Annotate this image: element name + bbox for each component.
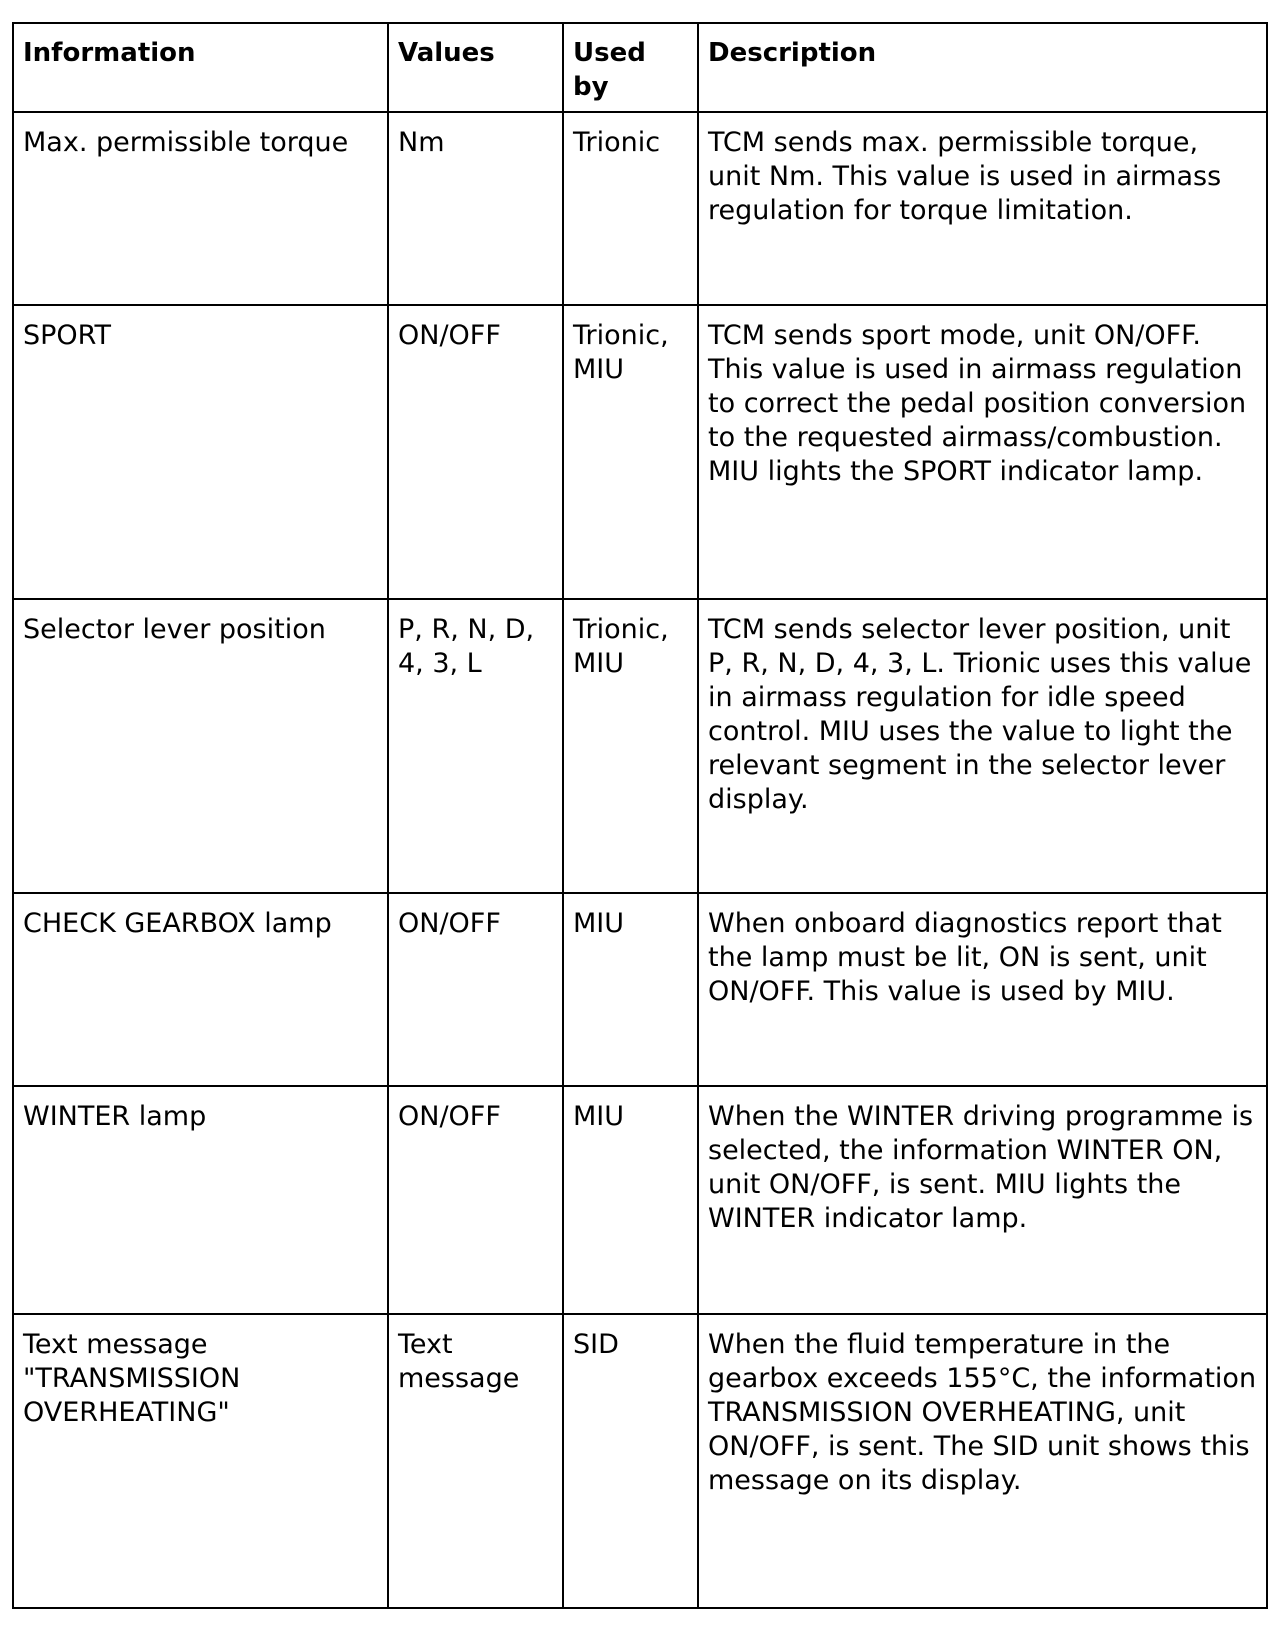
cell-description: TCM sends sport mode, unit ON/OFF. This value is used in airmass regulation to correct the pedal position conversion to the requested airmass/combustion. MIU lights the SPORT indicator lamp. (698, 305, 1267, 599)
cell-used-by: Trionic, MIU (563, 305, 698, 599)
cell-values: Nm (388, 112, 563, 305)
table-row (13, 893, 1267, 1086)
cell-values: P, R, N, D, 4, 3, L (388, 599, 563, 893)
cell-values: ON/OFF (388, 893, 563, 1086)
cell-information: CHECK GEARBOX lamp (13, 893, 388, 1086)
cell-values: ON/OFF (388, 305, 563, 599)
header-values: Values (388, 23, 563, 112)
cell-used-by: MIU (563, 893, 698, 1086)
header-information: Information (13, 23, 388, 112)
table-row (13, 112, 1267, 305)
information-table (12, 22, 1268, 1609)
cell-values: ON/OFF (388, 1086, 563, 1314)
cell-information: WINTER lamp (13, 1086, 388, 1314)
table-row (13, 599, 1267, 893)
cell-information: Max. permissible torque (13, 112, 388, 305)
cell-information: Selector lever position (13, 599, 388, 893)
cell-information: Text message "TRANSMISSION OVERHEATING" (13, 1314, 388, 1608)
cell-values: Text message (388, 1314, 563, 1608)
cell-description: When the WINTER driving programme is selected, the information WINTER ON, unit ON/OFF, is sent. MIU lights the WINTER indicator lamp. (698, 1086, 1267, 1314)
cell-description: When the fluid temperature in the gearbox exceeds 155°C, the information TRANSMISSION OVERHEATING, unit ON/OFF, is sent. The SID unit shows this message on its display. (698, 1314, 1267, 1608)
table-header-row (13, 23, 1267, 112)
table-row (13, 305, 1267, 599)
table-row (13, 1086, 1267, 1314)
cell-used-by: MIU (563, 1086, 698, 1314)
header-description: Description (698, 23, 1267, 112)
table-row (13, 1314, 1267, 1608)
cell-description: When onboard diagnostics report that the lamp must be lit, ON is sent, unit ON/OFF. This value is used by MIU. (698, 893, 1267, 1086)
cell-description: TCM sends max. permissible torque, unit Nm. This value is used in airmass regulation for torque limitation. (698, 112, 1267, 305)
cell-used-by: Trionic, MIU (563, 599, 698, 893)
cell-used-by: SID (563, 1314, 698, 1608)
cell-used-by: Trionic (563, 112, 698, 305)
header-used-by: Used by (563, 23, 698, 112)
cell-description: TCM sends selector lever position, unit P, R, N, D, 4, 3, L. Trionic uses this value in airmass regulation for idle speed control. MIU uses the value to light the relevant segment in the selector lever display. (698, 599, 1267, 893)
cell-information: SPORT (13, 305, 388, 599)
